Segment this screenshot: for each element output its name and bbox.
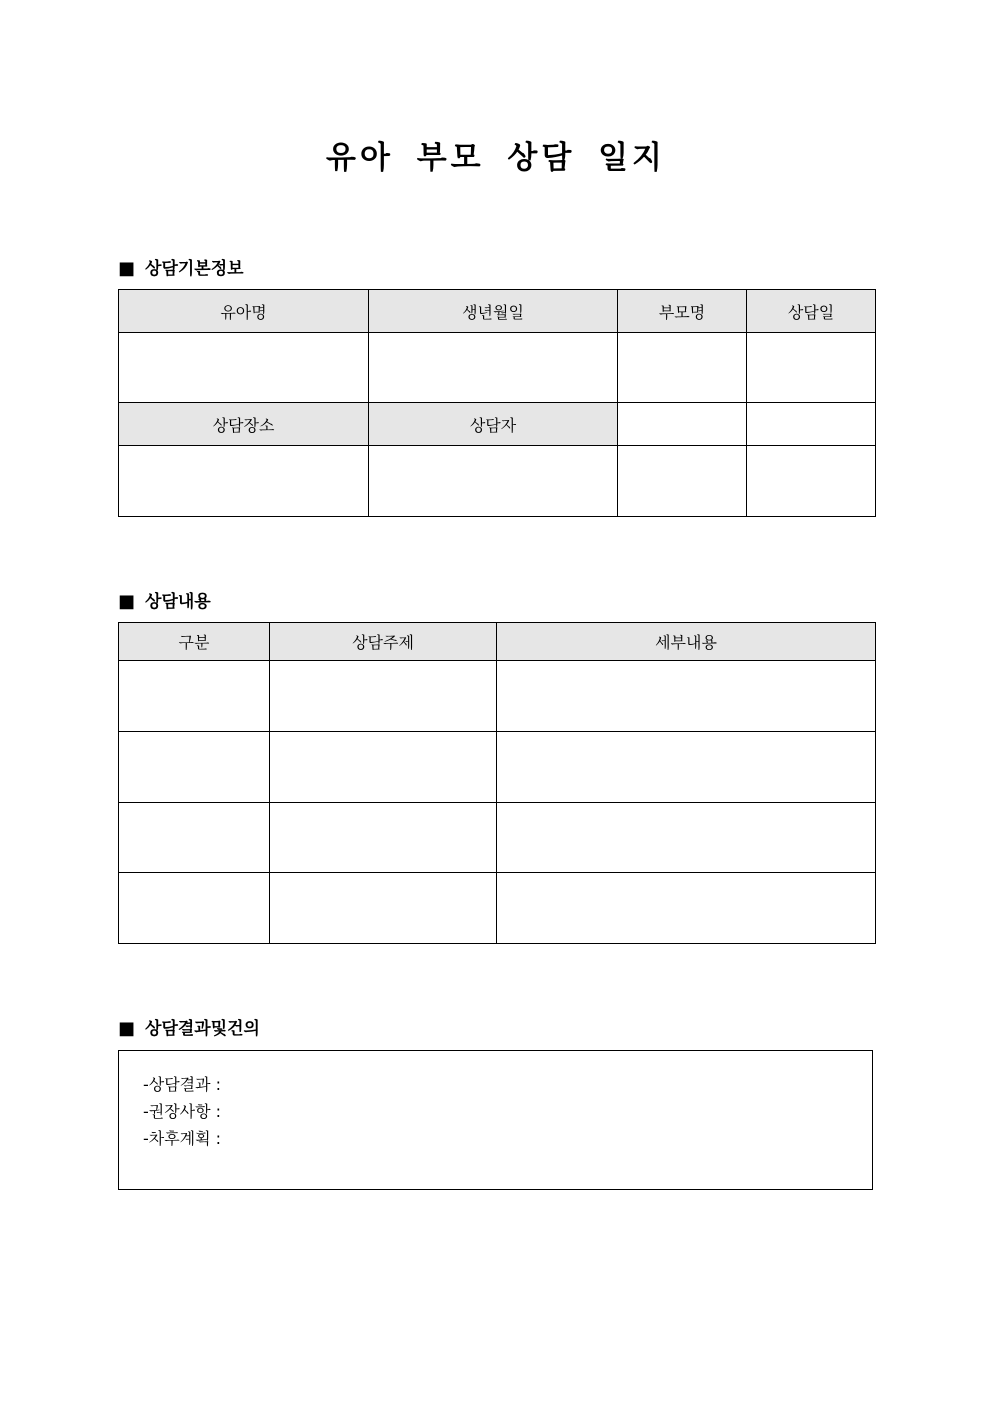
category-cell[interactable]	[119, 803, 270, 873]
section-title: 상담기본정보	[145, 259, 244, 279]
square-bullet-icon: ■	[118, 1018, 136, 1039]
blank-cell[interactable]	[747, 446, 876, 517]
child-name-cell[interactable]	[119, 333, 369, 403]
header-category: 구분	[119, 623, 270, 661]
table-row	[119, 446, 876, 517]
section-heading-content	[118, 587, 211, 612]
table-row	[119, 873, 876, 944]
square-bullet-icon: ■	[118, 591, 136, 612]
counselor-cell[interactable]	[369, 446, 618, 517]
category-cell[interactable]	[119, 732, 270, 803]
table-header-row	[119, 290, 876, 333]
follow-up-line: -차후계획 :	[143, 1129, 222, 1148]
table-header-row	[119, 623, 876, 661]
parent-name-cell[interactable]	[618, 333, 747, 403]
counsel-place-cell[interactable]	[119, 446, 369, 517]
details-cell[interactable]	[497, 873, 876, 944]
header-counsel-place: 상담장소	[119, 403, 369, 446]
birth-date-cell[interactable]	[369, 333, 618, 403]
topic-cell[interactable]	[270, 873, 497, 944]
basic-info-table	[118, 289, 876, 517]
header-counsel-date: 상담일	[747, 290, 876, 333]
category-cell[interactable]	[119, 661, 270, 732]
section-title: 상담결과및건의	[145, 1019, 260, 1039]
table-row	[119, 732, 876, 803]
page-title: 유아 부모 상담 일지	[326, 140, 666, 176]
content-table	[118, 622, 876, 944]
details-cell[interactable]	[497, 732, 876, 803]
topic-cell[interactable]	[270, 732, 497, 803]
header-birth-date: 생년월일	[369, 290, 618, 333]
details-cell[interactable]	[497, 803, 876, 873]
square-bullet-icon: ■	[118, 258, 136, 279]
topic-cell[interactable]	[270, 803, 497, 873]
table-row	[119, 661, 876, 732]
details-cell[interactable]	[497, 661, 876, 732]
header-child-name: 유아명	[119, 290, 369, 333]
table-row	[119, 803, 876, 873]
table-row	[119, 333, 876, 403]
table-header-row	[119, 403, 876, 446]
result-box[interactable]	[118, 1050, 873, 1190]
header-counselor: 상담자	[369, 403, 618, 446]
blank-cell[interactable]	[747, 403, 876, 446]
blank-cell[interactable]	[618, 403, 747, 446]
blank-cell[interactable]	[618, 446, 747, 517]
section-heading-result	[118, 1014, 260, 1039]
header-details: 세부내용	[497, 623, 876, 661]
counsel-date-cell[interactable]	[747, 333, 876, 403]
section-heading-basic-info	[118, 254, 244, 279]
category-cell[interactable]	[119, 873, 270, 944]
recommendation-line: -권장사항 :	[143, 1102, 222, 1121]
header-topic: 상담주제	[270, 623, 497, 661]
topic-cell[interactable]	[270, 661, 497, 732]
header-parent-name: 부모명	[618, 290, 747, 333]
section-title: 상담내용	[145, 592, 211, 612]
result-line: -상담결과 :	[143, 1075, 222, 1094]
